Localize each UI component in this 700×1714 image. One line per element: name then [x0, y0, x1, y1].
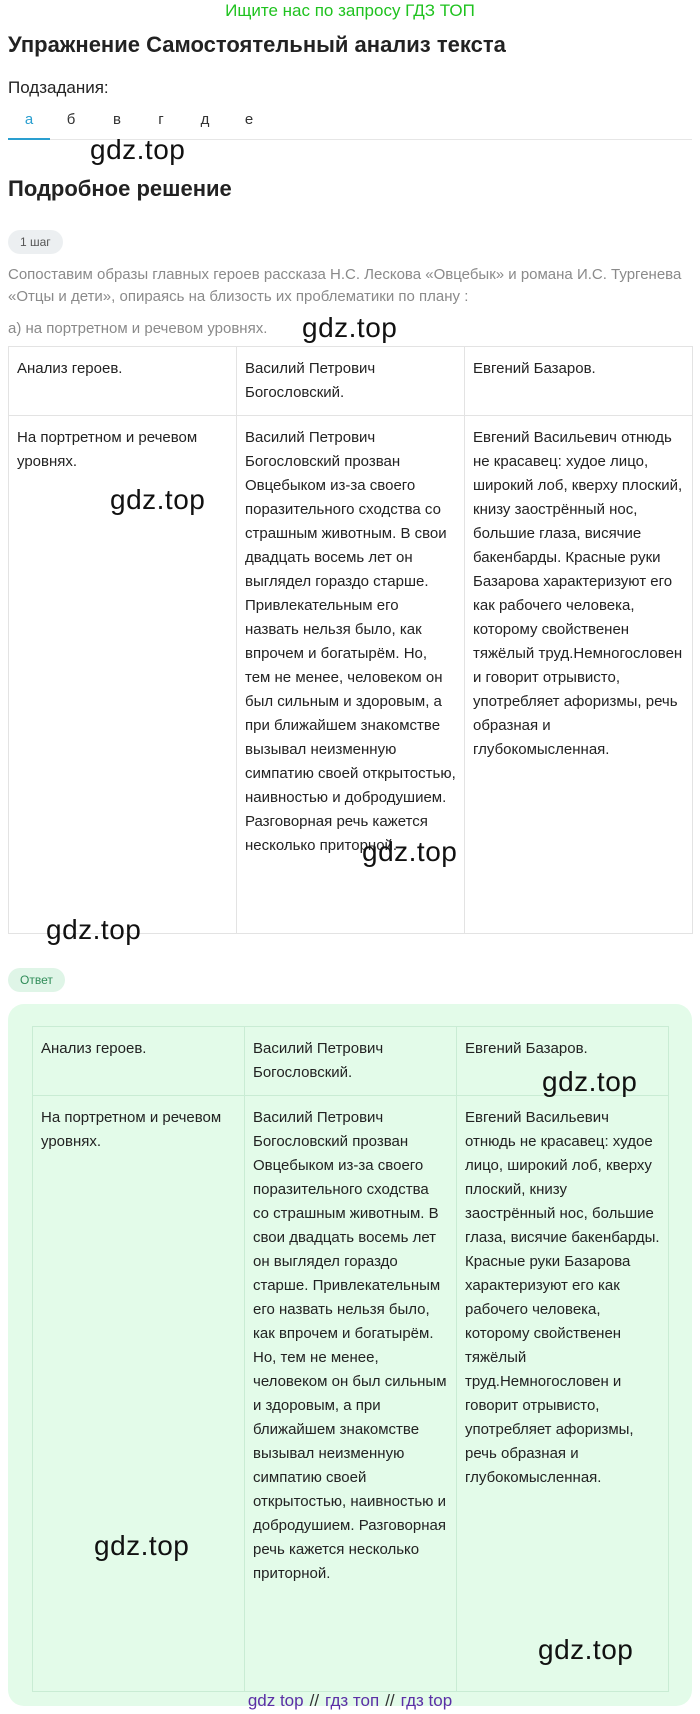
footer-link-gdz-top-mixed[interactable]: гдз top [400, 1691, 453, 1710]
answer-table [32, 1026, 669, 1692]
answer-box [8, 1004, 692, 1706]
tab-v[interactable]: в [113, 111, 121, 128]
table-cell: На портретном и речевом уровнях. [9, 416, 237, 934]
watermark: gdz.top [46, 914, 142, 945]
solution-intro: Сопоставим образы главных героев рассказа Н.С. Лескова «Овцебык» и романа И.С. Тургенева «Отцы и дети», опираясь на близость их проблематики по плану : [8, 266, 682, 305]
answer-badge: Ответ [8, 968, 65, 992]
step-badge: 1 шаг [8, 230, 63, 254]
table-cell: Василий Петрович Богословский прозван Овцебыком из-за своего поразительного сходства со страшным животным. В свои двадцать восемь лет он выглядел гораздо старше. Привлекательным его назвать нельзя было, как впрочем и богатырём. Но, тем не менее, человеком он был сильным и здоровым, а при ближайшем знакомстве вызывал неизменную симпатию своей открытостью, наивностью и добродушием. Разговорная речь кажется несколько приторной. [237, 416, 465, 934]
table-cell: Евгений Васильевич отнюдь не красавец: худое лицо, широкий лоб, кверху плоский, книзу заострённый нос, большие глаза, висячие бакенбарды. Красные руки Базарова характеризуют его как рабочего человека, которому свойственен тяжёлый труд.Немногословен и говорит отрывисто, употребляет афоризмы, речь образная и глубокомысленная. [457, 1096, 669, 1692]
table-cell: Евгений Базаров. [457, 1027, 669, 1096]
watermark: gdz.top [94, 1530, 190, 1561]
footer-separator: // [309, 1691, 320, 1710]
footer-link-gdz-top[interactable]: gdz top [247, 1691, 304, 1710]
tab-e[interactable]: е [244, 111, 254, 128]
footer-link-gdz-top-ru[interactable]: гдз топ [325, 1691, 380, 1710]
solution-point-a: а) на портретном и речевом уровнях. [8, 320, 268, 337]
tab-a[interactable]: а [8, 104, 50, 140]
table-cell: Василий Петрович Богословский прозван Овцебыком из-за своего поразительного сходства со страшным животным. В свои двадцать восемь лет он выглядел гораздо старше. Привлекательным его назвать нельзя было, как впрочем и богатырём. Но, тем не менее, человеком он был сильным и здоровым, а при ближайшем знакомстве вызывал неизменную симпатию своей открытостью, наивностью и добродушием. Разговорная речь кажется несколько приторной. [245, 1096, 457, 1692]
table-row [33, 1096, 669, 1692]
watermark: gdz.top [90, 134, 186, 165]
footer-separator: // [385, 1691, 395, 1710]
table-cell: Василий Петрович Богословский. [245, 1027, 457, 1096]
solution-heading: Подробное решение [8, 176, 232, 201]
subtasks-label: Подзадания: [8, 78, 109, 97]
table-cell: Евгений Васильевич отнюдь не красавец: худое лицо, широкий лоб, кверху плоский, книзу заострённый нос, большие глаза, висячие бакенбарды. Красные руки Базарова характеризуют его как рабочего человека, которому свойственен тяжёлый труд.Немногословен и говорит отрывисто, употребляет афоризмы, речь образная и глубокомысленная. [465, 416, 693, 934]
tab-d[interactable]: д [200, 111, 210, 128]
watermark: gdz.top [542, 1066, 638, 1097]
watermark: gdz.top [538, 1634, 634, 1665]
watermark: gdz.top [302, 312, 398, 343]
table-header-row [9, 347, 693, 416]
watermark: gdz.top [110, 484, 206, 515]
tab-b[interactable]: б [66, 111, 76, 128]
table-cell: На портретном и речевом уровнях. [33, 1096, 245, 1692]
page-title: Упражнение Самостоятельный анализ текста [8, 32, 506, 57]
table-cell: Анализ героев. [9, 347, 237, 416]
table-cell: Василий Петрович Богословский. [237, 347, 465, 416]
table-cell: Евгений Базаров. [465, 347, 693, 416]
solution-table [8, 346, 693, 934]
tab-g[interactable]: г [158, 111, 164, 128]
top-banner: Ищите нас по запросу ГДЗ ТОП [225, 1, 475, 20]
table-cell: Анализ героев. [33, 1027, 245, 1096]
watermark: gdz.top [362, 836, 458, 867]
footer-links [0, 1690, 700, 1712]
